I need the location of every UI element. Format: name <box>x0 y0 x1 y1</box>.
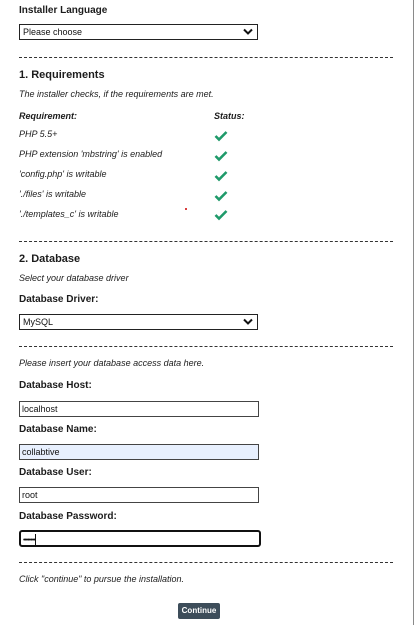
check-icon <box>214 150 228 162</box>
installer-language-selected: Please choose <box>23 27 83 37</box>
section-divider <box>19 57 393 58</box>
requirement-mbstring: PHP extension 'mbstring' is enabled <box>19 149 163 159</box>
section-divider <box>19 346 393 347</box>
section-divider <box>19 562 393 563</box>
requirement-php-version: PHP 5.5+ <box>19 129 58 139</box>
requirement-config-writable: 'config.php' is writable <box>19 169 107 179</box>
database-user-input[interactable]: root <box>19 487 259 503</box>
database-driver-select[interactable] <box>19 314 258 330</box>
check-icon <box>214 170 228 182</box>
database-title: 2. Database <box>19 253 81 265</box>
requirement-files-writable: './files' is writable <box>19 189 86 199</box>
check-icon <box>214 209 228 221</box>
database-host-label: Database Host: <box>19 380 92 391</box>
installer-language-label: Installer Language <box>19 5 108 16</box>
database-driver-selected: MySQL <box>23 317 54 327</box>
password-mask: •••••••• <box>23 537 35 544</box>
continue-note: Click "continue" to pursue the installation. <box>19 574 184 584</box>
database-host-input[interactable]: localhost <box>19 401 259 417</box>
requirements-intro: The installer checks, if the requirements are met. <box>19 89 214 99</box>
check-icon <box>214 190 228 202</box>
section-divider <box>19 241 393 242</box>
requirements-title: 1. Requirements <box>19 69 105 81</box>
database-user-label: Database User: <box>19 467 92 478</box>
requirement-column-header: Requirement: <box>19 111 78 121</box>
requirement-templates-writable: './templates_c' is writable <box>19 209 119 219</box>
database-password-label: Database Password: <box>19 511 117 522</box>
installer-language-select[interactable] <box>19 24 258 40</box>
stray-mark <box>185 208 187 210</box>
database-password-input[interactable] <box>19 530 261 547</box>
check-icon <box>214 130 228 142</box>
database-name-input[interactable]: collabtive <box>19 444 259 460</box>
continue-button[interactable]: Continue <box>178 603 220 619</box>
database-name-label: Database Name: <box>19 424 97 435</box>
text-cursor <box>35 534 36 545</box>
database-access-intro: Please insert your database access data here. <box>19 358 205 368</box>
status-column-header: Status: <box>214 111 245 121</box>
database-intro: Select your database driver <box>19 273 129 283</box>
database-driver-label: Database Driver: <box>19 294 99 305</box>
chevron-down-icon <box>243 318 253 326</box>
chevron-down-icon <box>243 28 253 36</box>
